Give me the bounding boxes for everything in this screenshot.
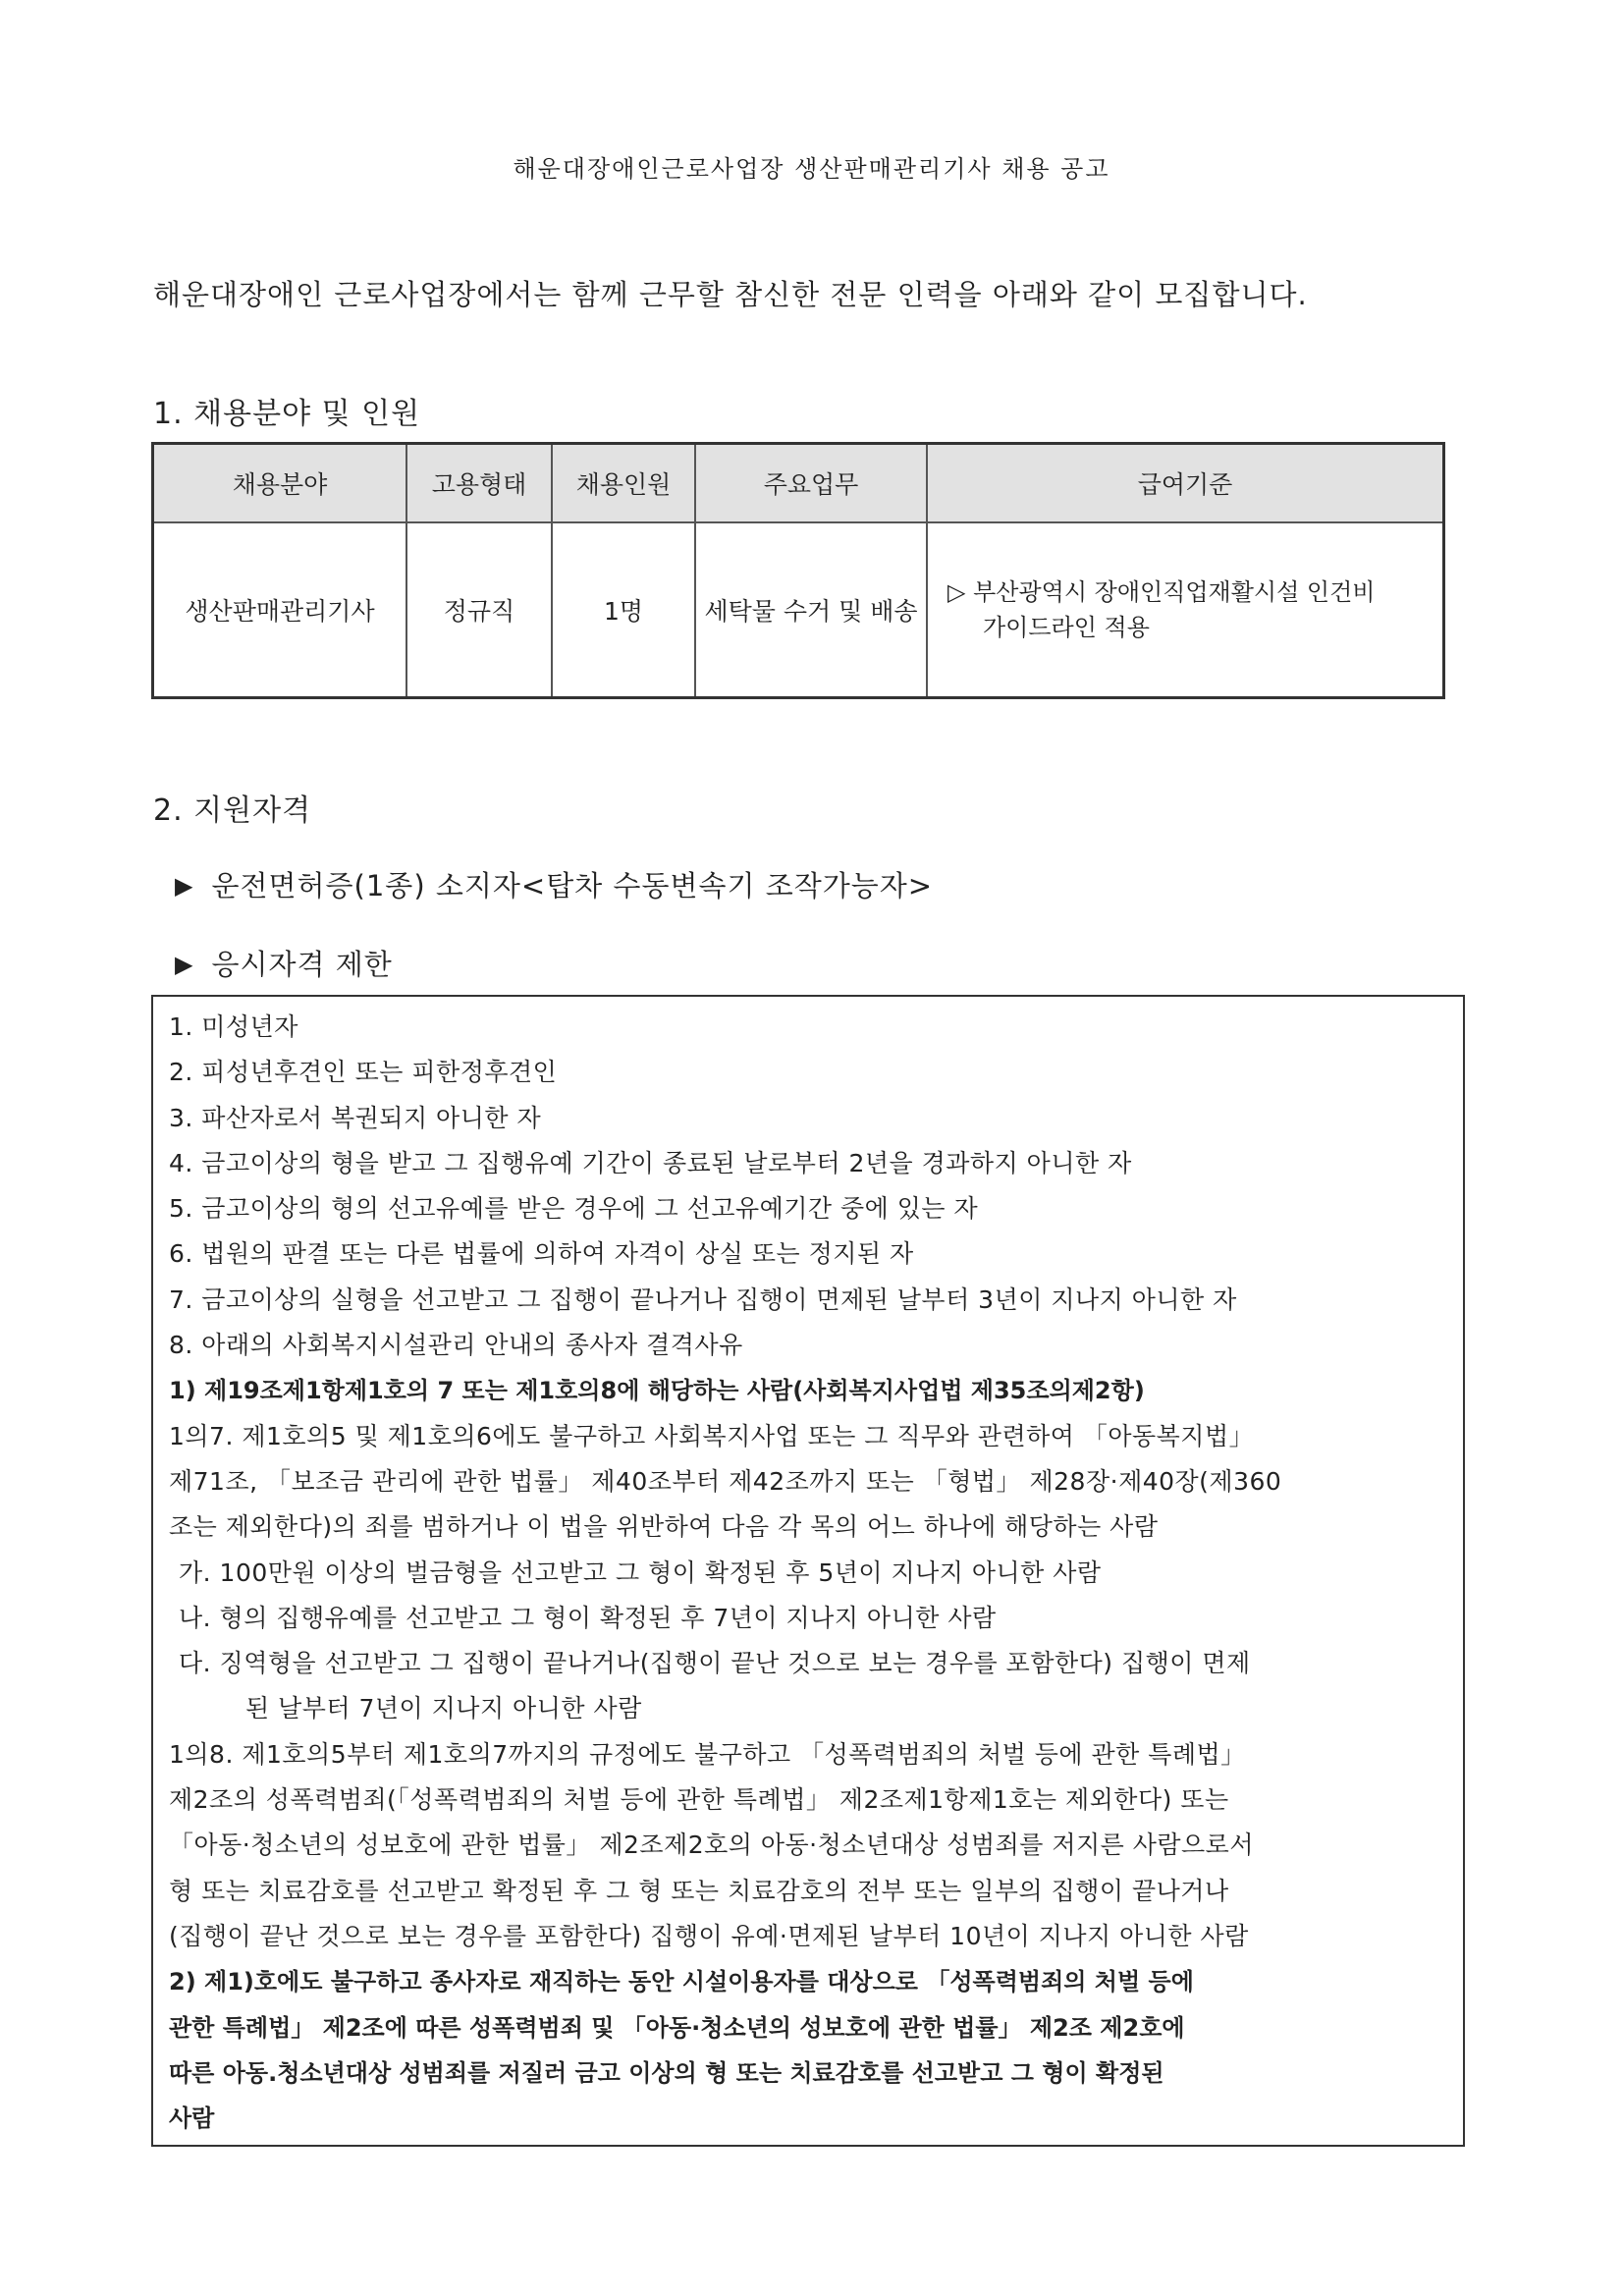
pay-line-2: 가이드라인 적용 — [983, 614, 1150, 641]
restriction-line: 된 날부터 7년이 지나지 아니한 사람 — [245, 1694, 642, 1723]
table-header-duty: 주요업무 — [696, 445, 928, 523]
restriction-line: 2) 제1)호에도 불구하고 종사자로 재직하는 동안 시설이용자를 대상으로 「성폭력범죄의 처벌 등에 — [169, 1968, 1194, 1996]
restriction-line: 조는 제외한다)의 죄를 범하거나 이 법을 위반하여 다음 각 목의 어느 하나에 해당하는 사람 — [169, 1512, 1159, 1542]
restriction-line: 제71조, 「보조금 관리에 관한 법률」 제40조부터 제42조까지 또는 「형법」 제28장·제40장(제360 — [169, 1466, 1282, 1496]
restriction-line: (집행이 끝난 것으로 보는 경우를 포함한다) 집행이 유예·면제된 날부터 10년이 지나지 아니한 사람 — [169, 1921, 1249, 1950]
restriction-line: 관한 특례법」 제2조에 따른 성폭력범죄 및 「아동·청소년의 성보호에 관한 법률」 제2조 제2호에 — [169, 2013, 1185, 2042]
restriction-line: 1. 미성년자 — [169, 1012, 298, 1041]
restriction-heading — [175, 943, 393, 983]
restriction-line: 제2조의 성폭력범죄(「성폭력범죄의 처벌 등에 관한 특례법」 제2조제1항제1호는 제외한다) 또는 — [169, 1785, 1229, 1815]
table-header-type: 고용형태 — [407, 445, 553, 523]
license-requirement — [175, 864, 933, 904]
restriction-heading-text: 응시자격 제한 — [211, 948, 393, 981]
restriction-line: 1) 제19조제1항제1호의 7 또는 제1호의8에 해당하는 사람(사회복지사업법 제35조의제2항) — [169, 1377, 1145, 1405]
restriction-line: 다. 징역형을 선고받고 그 집행이 끝나거나(집행이 끝난 것으로 보는 경우를 포함한다) 집행이 면제 — [179, 1649, 1251, 1678]
table-header-pay: 급여기준 — [928, 445, 1442, 523]
restriction-line: 따른 아동.청소년대상 성범죄를 저질러 금고 이상의 형 또는 치료감호를 선고받고 그 형이 확정된 — [169, 2058, 1164, 2087]
table-cell-duty: 세탁물 수거 및 배송 — [696, 523, 928, 696]
table-cell-type: 정규직 — [407, 523, 553, 696]
table-header-count: 채용인원 — [553, 445, 696, 523]
restriction-line: 4. 금고이상의 형을 받고 그 집행유예 기간이 종료된 날로부터 2년을 경과하지 아니한 자 — [169, 1148, 1132, 1177]
restriction-line: 7. 금고이상의 실형을 선고받고 그 집행이 끝나거나 집행이 면제된 날부터 3년이 지나지 아니한 자 — [169, 1285, 1237, 1314]
recruitment-table — [151, 442, 1445, 699]
table-cell-field: 생산판매관리기사 — [154, 523, 407, 696]
restriction-line: 1의7. 제1호의5 및 제1호의6에도 불구하고 사회복지사업 또는 그 직무와 관련하여 「아동복지법」 — [169, 1421, 1255, 1450]
restriction-line: 3. 파산자로서 복권되지 아니한 자 — [169, 1103, 542, 1132]
restriction-line: 8. 아래의 사회복지시설관리 안내의 종사자 결격사유 — [169, 1331, 743, 1360]
pay-line-1: ▷ 부산광역시 장애인직업재활시설 인건비 — [947, 578, 1376, 606]
triangle-bullet-icon: ▶ — [175, 951, 194, 978]
section1-heading: 1. 채용분야 및 인원 — [153, 397, 421, 431]
restriction-line: 1의8. 제1호의5부터 제1호의7까지의 규정에도 불구하고 「성폭력범죄의 처벌 등에 관한 특례법」 — [169, 1739, 1246, 1769]
restriction-line: 2. 피성년후견인 또는 피한정후견인 — [169, 1058, 558, 1087]
restriction-line: 형 또는 치료감호를 선고받고 확정된 후 그 형 또는 치료감호의 전부 또는 일부의 집행이 끝나거나 — [169, 1876, 1229, 1905]
restriction-line: 가. 100만원 이상의 벌금형을 선고받고 그 형이 확정된 후 5년이 지나지 아니한 사람 — [179, 1558, 1102, 1587]
restriction-line: 나. 형의 집행유예를 선고받고 그 형이 확정된 후 7년이 지나지 아니한 사람 — [179, 1603, 997, 1632]
restriction-line: 사람 — [169, 2105, 215, 2133]
restriction-line: 「아동·청소년의 성보호에 관한 법률」 제2조제2호의 아동·청소년대상 성범죄를 저지른 사람으로서 — [169, 1831, 1254, 1860]
license-requirement-text: 운전면허증(1종) 소지자<탑차 수동변속기 조작가능자> — [211, 869, 934, 902]
section2-heading: 2. 지원자격 — [153, 793, 312, 828]
page-title: 해운대장애인근로사업장 생산판매관리기사 채용 공고 — [513, 155, 1110, 183]
restriction-line: 5. 금고이상의 형의 선고유예를 받은 경우에 그 선고유예기간 중에 있는 자 — [169, 1194, 979, 1224]
table-cell-pay — [928, 523, 1442, 696]
table-cell-count: 1명 — [553, 523, 696, 696]
intro-text: 해운대장애인 근로사업장에서는 함께 근무할 참신한 전문 인력을 아래와 같이 모집합니다. — [153, 278, 1308, 311]
table-header-field: 채용분야 — [154, 445, 407, 523]
restriction-line: 6. 법원의 판결 또는 다른 법률에 의하여 자격이 상실 또는 정지된 자 — [169, 1239, 914, 1269]
triangle-bullet-icon: ▶ — [175, 872, 194, 900]
restrictions-box — [151, 995, 1465, 2147]
